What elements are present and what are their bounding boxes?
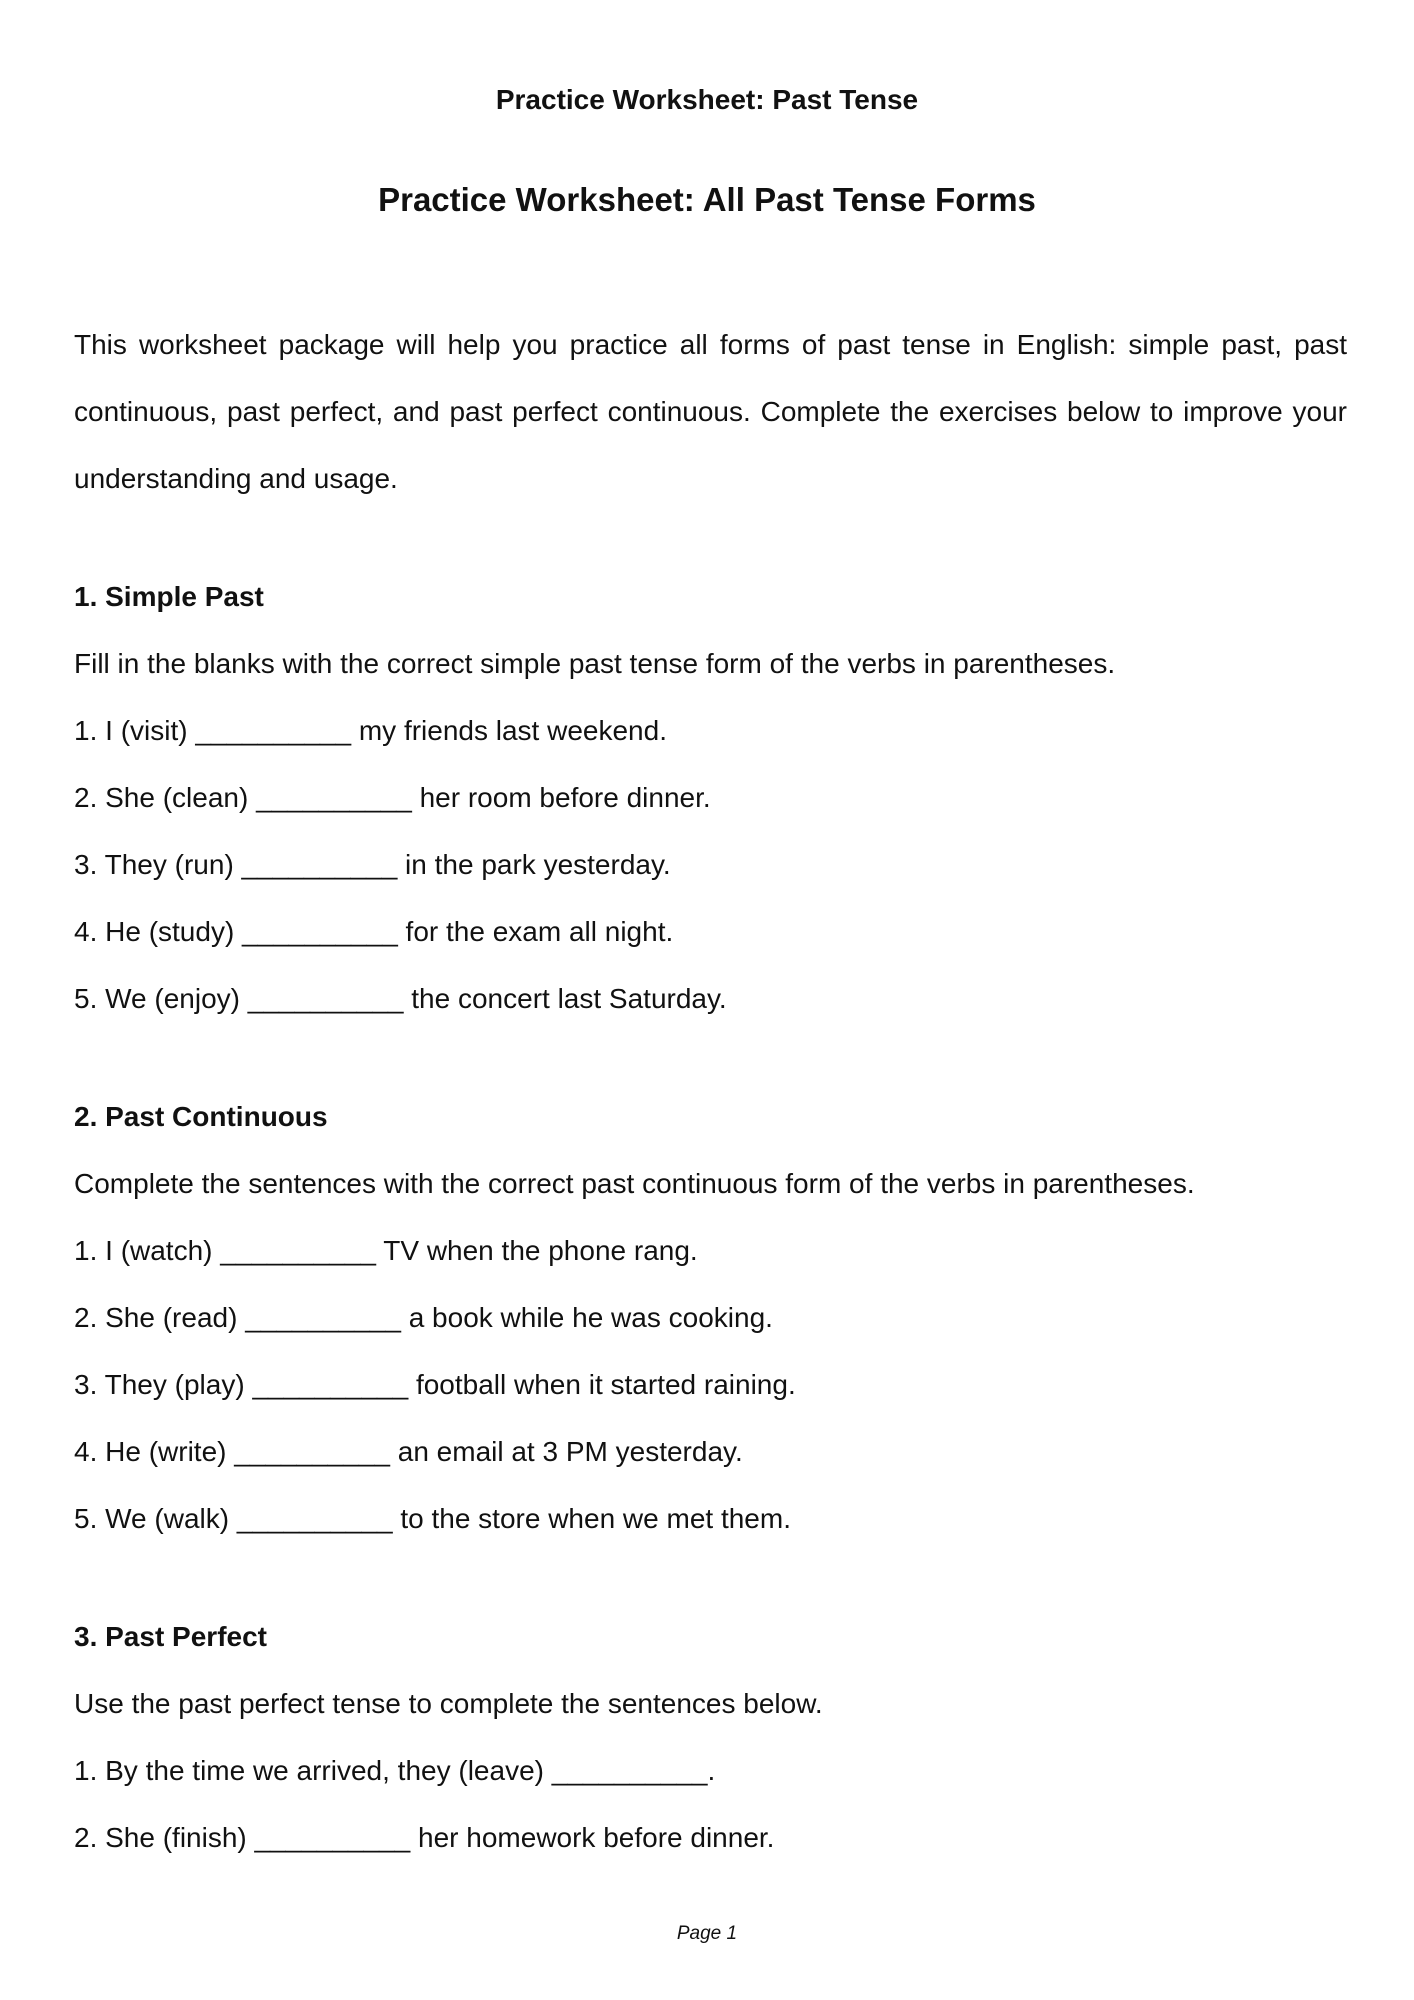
page-number: Page 1 xyxy=(676,1923,738,1944)
document-body xyxy=(74,311,1347,1871)
exercise-item: 2. She (finish) __________ her homework before dinner. xyxy=(74,1822,775,1853)
document-title: Practice Worksheet: All Past Tense Forms xyxy=(378,181,1036,218)
exercise-list xyxy=(74,1217,1347,1552)
exercise-item: 2. She (read) __________ a book while he was cooking. xyxy=(74,1302,773,1333)
section-heading: 3. Past Perfect xyxy=(74,1621,267,1652)
section-past-perfect xyxy=(74,1603,1347,1871)
section-instruction: Use the past perfect tense to complete the sentences below. xyxy=(74,1688,823,1719)
section-past-continuous xyxy=(74,1083,1347,1552)
section-instruction: Complete the sentences with the correct past continuous form of the verbs in parentheses. xyxy=(74,1168,1195,1199)
exercise-item: 2. She (clean) __________ her room before dinner. xyxy=(74,782,711,813)
section-instruction: Fill in the blanks with the correct simple past tense form of the verbs in parentheses. xyxy=(74,648,1116,679)
exercise-item: 3. They (run) __________ in the park yesterday. xyxy=(74,849,671,880)
exercise-list xyxy=(74,697,1347,1032)
section-heading: 1. Simple Past xyxy=(74,581,264,612)
section-simple-past xyxy=(74,563,1347,1032)
exercise-item: 4. He (study) __________ for the exam all night. xyxy=(74,916,674,947)
exercise-item: 4. He (write) __________ an email at 3 PM yesterday. xyxy=(74,1436,743,1467)
running-header: Practice Worksheet: Past Tense xyxy=(495,84,919,115)
exercise-item: 5. We (walk) __________ to the store when we met them. xyxy=(74,1503,791,1534)
intro-paragraph: This worksheet package will help you practice all forms of past tense in English: simple past, past continuous, past perfect, and past perfect continuous. Complete the exercises below to improve your understanding and usage. xyxy=(74,329,1347,494)
exercise-item: 5. We (enjoy) __________ the concert last Saturday. xyxy=(74,983,727,1014)
exercise-item: 1. I (watch) __________ TV when the phone rang. xyxy=(74,1235,698,1266)
exercise-item: 3. They (play) __________ football when it started raining. xyxy=(74,1369,796,1400)
exercise-list xyxy=(74,1737,1347,1871)
exercise-item: 1. I (visit) __________ my friends last weekend. xyxy=(74,715,667,746)
section-heading: 2. Past Continuous xyxy=(74,1101,328,1132)
exercise-item: 1. By the time we arrived, they (leave) __________. xyxy=(74,1755,716,1786)
